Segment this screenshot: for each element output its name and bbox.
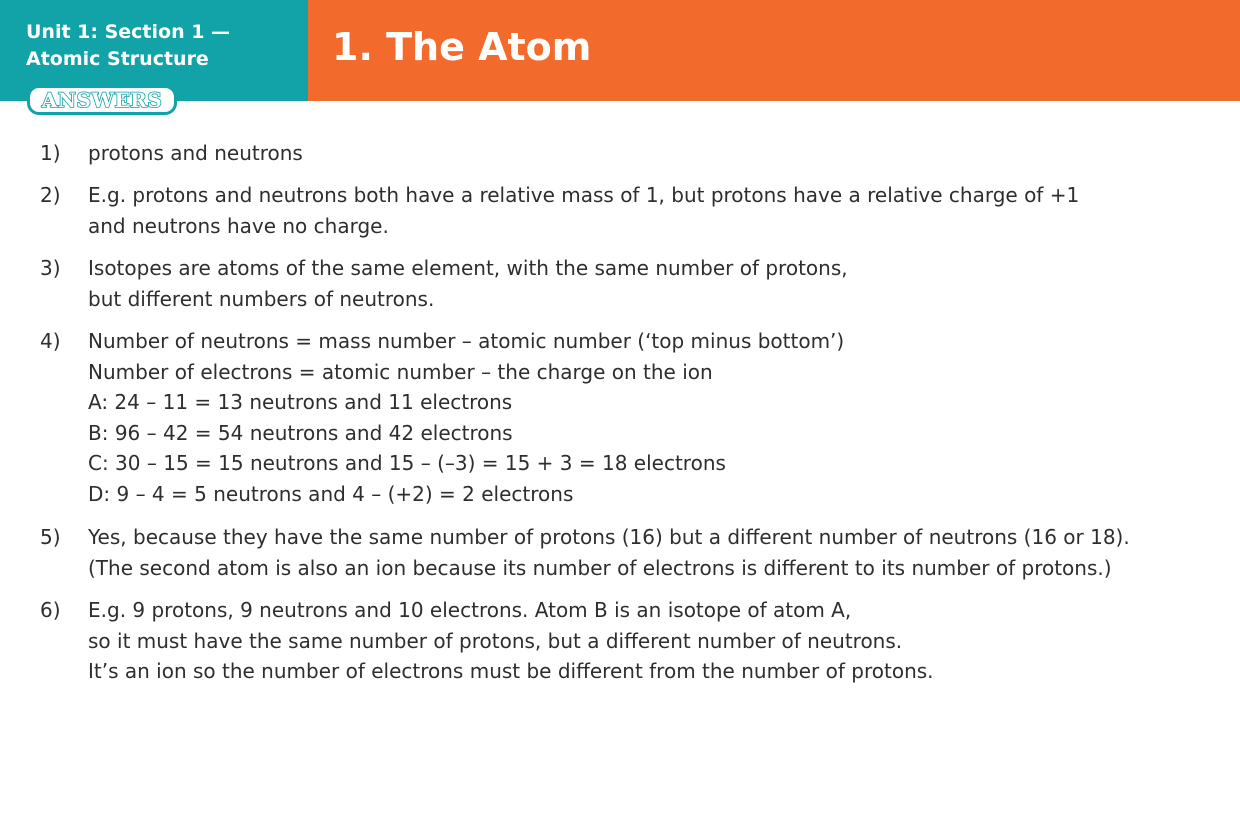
answer-line: Number of electrons = atomic number – the charge on the ion [88, 359, 713, 384]
page-title: 1. The Atom [332, 25, 592, 69]
answer-number: 2) [40, 183, 61, 207]
answer-line: B: 96 – 42 = 54 neutrons and 42 electrons [88, 420, 513, 445]
answer-line: It’s an ion so the number of electrons must be different from the number of protons. [88, 659, 934, 683]
answer-number: 6) [40, 598, 61, 622]
answers-badge [27, 85, 177, 115]
answer-1 [40, 138, 303, 169]
answer-number: 3) [40, 256, 61, 280]
answer-line: Number of neutrons = mass number – atomic number (‘top minus bottom’) [88, 329, 845, 353]
answer-3 [40, 253, 848, 314]
answer-line: so it must have the same number of protons, but a different number of neutrons. [88, 628, 903, 653]
answer-line: Yes, because they have the same number of protons (16) but a different number of neutrons (16 or 18). [88, 525, 1130, 549]
answer-2 [40, 180, 1079, 241]
answer-line: but different numbers of neutrons. [88, 286, 435, 311]
answer-number: 1) [40, 141, 61, 165]
answer-line: Isotopes are atoms of the same element, with the same number of protons, [88, 256, 848, 280]
answer-line: C: 30 – 15 = 15 neutrons and 15 – (–3) = 15 + 3 = 18 electrons [88, 451, 726, 475]
answer-5 [40, 522, 1130, 583]
unit-label: Unit 1: Section 1 — [26, 21, 231, 43]
answers-badge-label: ANSWERS [41, 88, 163, 112]
answer-number: 5) [40, 525, 61, 549]
answer-line: D: 9 – 4 = 5 neutrons and 4 – (+2) = 2 electrons [88, 481, 574, 506]
answer-line: A: 24 – 11 = 13 neutrons and 11 electrons [88, 390, 513, 414]
answer-4 [40, 326, 844, 509]
answer-number: 4) [40, 329, 61, 353]
section-label: Atomic Structure [26, 48, 209, 70]
answer-line: and neutrons have no charge. [88, 213, 389, 238]
answer-6 [40, 595, 934, 687]
answer-line: E.g. protons and neutrons both have a relative mass of 1, but protons have a relative charge of +1 [88, 183, 1080, 207]
answer-line: protons and neutrons [88, 141, 303, 165]
answer-line: (The second atom is also an ion because its number of electrons is different to its number of protons.) [88, 555, 1112, 580]
answer-line: E.g. 9 protons, 9 neutrons and 10 electrons. Atom B is an isotope of atom A, [88, 598, 852, 622]
